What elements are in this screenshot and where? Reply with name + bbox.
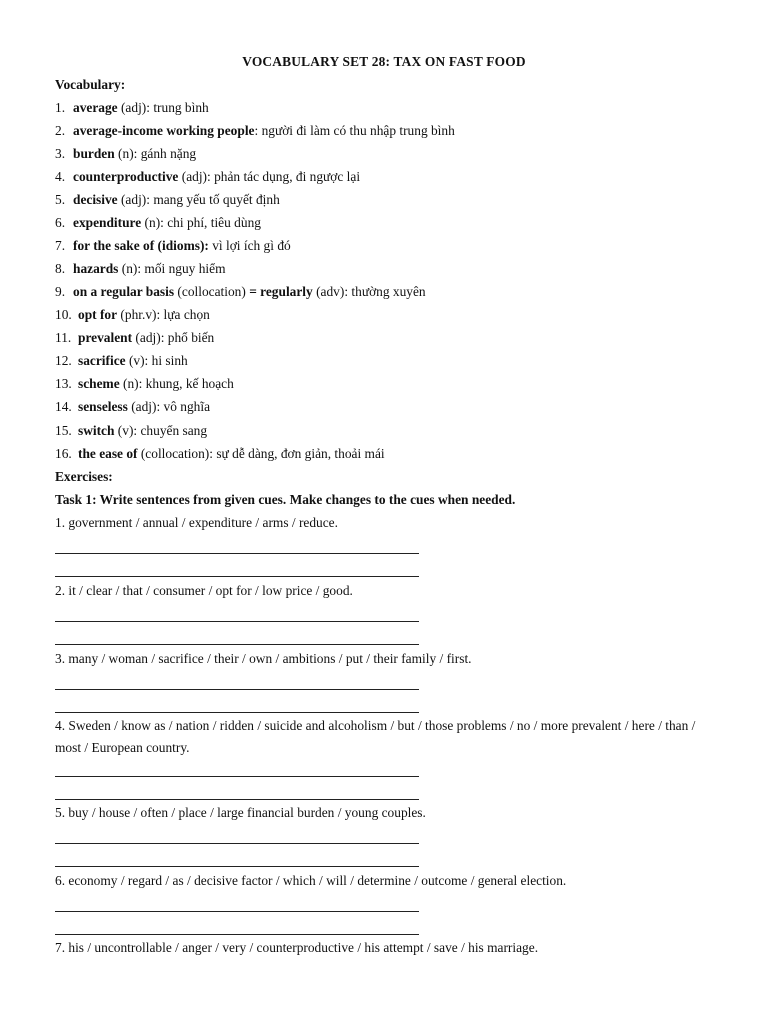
exercise-prompt: 3. many / woman / sacrifice / their / own / ambitions / put / their family / first. xyxy=(55,651,472,666)
vocab-definition: (adj): phổ biến xyxy=(132,330,215,345)
vocab-item xyxy=(55,100,209,116)
vocab-number: 2. xyxy=(55,123,66,138)
answer-line[interactable] xyxy=(55,866,419,867)
answer-line[interactable] xyxy=(55,621,419,622)
exercises-heading: Exercises: xyxy=(55,469,113,484)
vocab-definition: (adj): phản tác dụng, đi ngược lại xyxy=(178,169,361,184)
vocab-term: on a regular basis xyxy=(73,284,175,299)
vocab-definition: (collocation) xyxy=(174,284,250,299)
answer-line[interactable] xyxy=(55,576,419,577)
vocab-term: prevalent xyxy=(78,330,133,345)
vocab-number: 9. xyxy=(55,284,66,299)
vocab-number: 6. xyxy=(55,215,66,230)
vocab-term-synonym: = regularly xyxy=(249,284,313,299)
vocab-number: 1. xyxy=(55,100,66,115)
vocab-item xyxy=(55,399,210,415)
exercise-prompt: 5. buy / house / often / place / large financial burden / young couples. xyxy=(55,805,426,820)
vocab-term: expenditure xyxy=(73,215,142,230)
vocab-term: average xyxy=(73,100,118,115)
vocab-definition: (v): hi sinh xyxy=(125,353,188,368)
vocab-item xyxy=(55,192,280,208)
vocab-term: hazards xyxy=(73,261,119,276)
vocab-item xyxy=(55,307,210,323)
vocab-definition: (adv): thường xuyên xyxy=(312,284,426,299)
vocab-item xyxy=(55,446,385,462)
vocab-definition: (adj): vô nghĩa xyxy=(127,399,211,414)
vocab-item xyxy=(55,423,207,439)
answer-line[interactable] xyxy=(55,776,419,777)
vocab-term: average-income working people xyxy=(73,123,255,138)
vocab-definition: vì lợi ích gì đó xyxy=(208,238,291,253)
vocab-term: burden xyxy=(73,146,115,161)
vocab-definition: (phr.v): lựa chọn xyxy=(117,307,210,322)
exercise-prompt: 4. Sweden / know as / nation / ridden / suicide and alcoholism / but / those problems / no / more prevalent / here / than / most / European country. xyxy=(55,718,696,755)
vocab-number: 10. xyxy=(55,307,72,322)
answer-line[interactable] xyxy=(55,934,419,935)
vocab-number: 13. xyxy=(55,376,72,391)
vocab-item xyxy=(55,284,426,300)
vocab-item xyxy=(55,353,188,369)
answer-line[interactable] xyxy=(55,911,419,912)
vocab-definition: (n): gánh nặng xyxy=(114,146,197,161)
exercise-prompt: 6. economy / regard / as / decisive factor / which / will / determine / outcome / general election. xyxy=(55,873,567,888)
answer-line[interactable] xyxy=(55,712,419,713)
vocab-term: scheme xyxy=(78,376,120,391)
task-1-instruction: Task 1: Write sentences from given cues. Make changes to the cues when needed. xyxy=(55,492,516,507)
vocab-term: for the sake of (idioms): xyxy=(73,238,209,253)
vocab-term: switch xyxy=(78,423,115,438)
vocab-item xyxy=(55,146,196,162)
vocab-number: 4. xyxy=(55,169,66,184)
vocab-term: counterproductive xyxy=(73,169,179,184)
exercise-prompt: 7. his / uncontrollable / anger / very / counterproductive / his attempt / save / his marriage. xyxy=(55,940,539,955)
answer-line[interactable] xyxy=(55,553,419,554)
vocab-term: the ease of xyxy=(78,446,138,461)
vocab-number: 5. xyxy=(55,192,66,207)
vocab-term: sacrifice xyxy=(78,353,126,368)
vocab-number: 7. xyxy=(55,238,66,253)
vocab-definition: (v): chuyển sang xyxy=(114,423,208,438)
answer-line[interactable] xyxy=(55,689,419,690)
vocab-definition: (collocation): sự dễ dàng, đơn giản, thoải mái xyxy=(137,446,385,461)
vocab-item xyxy=(55,330,214,346)
vocab-number: 16. xyxy=(55,446,72,461)
vocab-item xyxy=(55,169,360,185)
document-title: VOCABULARY SET 28: TAX ON FAST FOOD xyxy=(242,54,526,69)
vocab-number: 14. xyxy=(55,399,72,414)
vocab-definition: (adj): trung bình xyxy=(117,100,209,115)
vocab-definition: (adj): mang yếu tố quyết định xyxy=(117,192,280,207)
vocab-item xyxy=(55,261,226,277)
vocab-number: 3. xyxy=(55,146,66,161)
vocab-term: opt for xyxy=(78,307,118,322)
exercise-prompt: 1. government / annual / expenditure / arms / reduce. xyxy=(55,515,338,530)
vocab-number: 11. xyxy=(55,330,72,345)
vocab-definition: (n): mối nguy hiểm xyxy=(118,261,226,276)
answer-line[interactable] xyxy=(55,644,419,645)
vocab-item xyxy=(55,215,261,231)
exercise-prompt: 2. it / clear / that / consumer / opt for / low price / good. xyxy=(55,583,353,598)
vocab-definition: : người đi làm có thu nhập trung bình xyxy=(254,123,455,138)
vocab-item xyxy=(55,238,291,254)
answer-line[interactable] xyxy=(55,799,419,800)
vocab-definition: (n): chi phí, tiêu dùng xyxy=(141,215,261,230)
vocab-item xyxy=(55,376,234,392)
vocab-definition: (n): khung, kế hoạch xyxy=(119,376,234,391)
vocab-term: senseless xyxy=(78,399,128,414)
vocab-number: 8. xyxy=(55,261,66,276)
vocab-term: decisive xyxy=(73,192,118,207)
answer-line[interactable] xyxy=(55,843,419,844)
vocab-number: 15. xyxy=(55,423,72,438)
vocabulary-heading: Vocabulary: xyxy=(55,77,126,92)
vocab-item xyxy=(55,123,455,139)
vocab-number: 12. xyxy=(55,353,72,368)
